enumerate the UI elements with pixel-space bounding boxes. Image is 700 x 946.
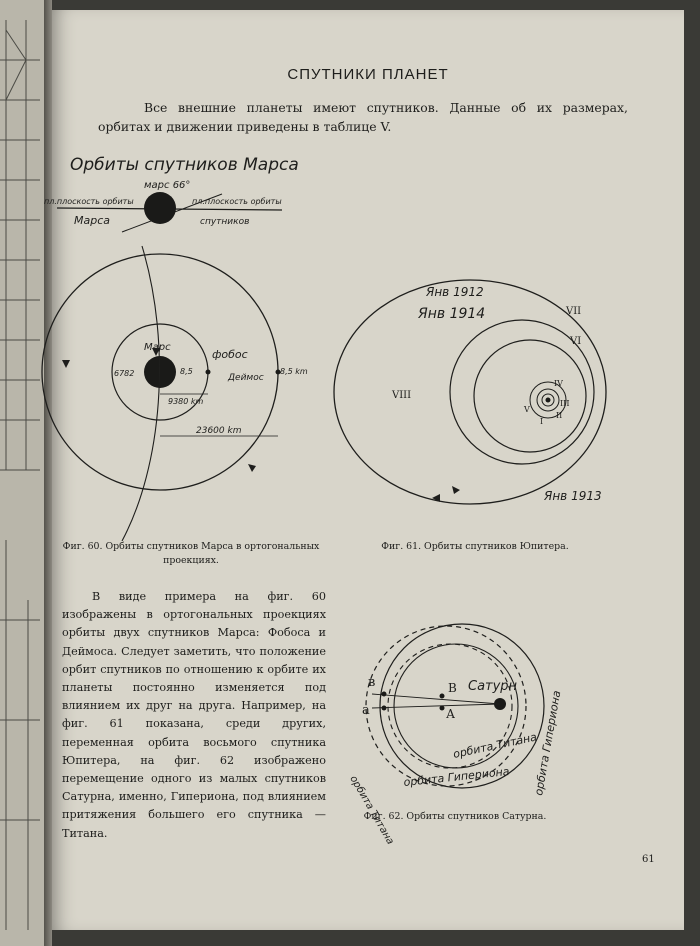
fig61-label-ii: II	[556, 411, 563, 420]
intro-paragraph: Все внешние планеты имеют спутников. Данные об их размерах, орбитах и движении приведены в таблице V.	[98, 100, 628, 134]
fig61-caption: Фиг. 61. Орбиты спутников Юпитера.	[381, 541, 569, 552]
fig62-b-lower: в	[368, 675, 376, 690]
fig60-phobos-distance: 9380 km	[168, 397, 204, 406]
fig60-deimos-distance: 23600 km	[196, 426, 242, 436]
fig61-label-v: V	[524, 405, 530, 414]
fig62-line-upper	[372, 694, 500, 704]
point-b-lower	[382, 692, 387, 697]
fig60-plane-left-1: пл.плоскость орбиты	[44, 197, 134, 206]
fig61-jan-1914: Янв 1914	[418, 306, 486, 322]
fig62-caption: Фиг. 62. Орбиты спутников Сатурна.	[363, 811, 547, 822]
fig61-arrow-2	[452, 486, 460, 494]
body-paragraph: В виде примера на фиг. 60 изображены в ортогональных проекциях орбиты двух спутников Марса: Фобоса и Деймоса. Следует заметить, что положение орбит спутников по отношению к орбите их планеты постоянно изменяется под влиянием их друг на друга. Например, на фиг. 61 показана, среди других, переменная орбита восьмого спутника Юпитера, на фиг. 62 изображено перемещение одного из малых спутников Сатурна, именно, Гипериона, под влиянием притяжения большего его спутника — Титана.	[62, 590, 326, 840]
fig62-line-lower	[372, 704, 500, 708]
page-number: 61	[642, 854, 655, 865]
jupiter-planet	[546, 398, 551, 403]
point-b-upper	[440, 694, 445, 699]
point-a-upper	[440, 706, 445, 711]
fig62-a-lower: а	[362, 703, 370, 718]
fig62-a-upper: А	[446, 707, 456, 721]
fig60-arrow-2	[62, 360, 70, 368]
fig61-diagram	[334, 270, 624, 520]
fig60-phobos-size: 8,5	[180, 367, 193, 376]
fig60-arrow-3	[248, 464, 256, 472]
adjacent-page-grid	[0, 0, 44, 946]
adjacent-page-edge	[0, 0, 44, 946]
fig62-titan-displaced-label: орбита Титана	[347, 774, 396, 847]
phobos-dot	[206, 370, 211, 375]
fig60-phobos-label: фобос	[212, 348, 248, 361]
fig60-mars-size: 6782	[114, 369, 135, 378]
book-gutter	[44, 0, 52, 946]
fig60-deimos-size: 8,5 km	[280, 367, 308, 376]
fig62-b-upper: В	[448, 681, 457, 695]
fig61-label-iv: IV	[554, 379, 563, 388]
fig62-titan-orbit-label: орбита Титана	[451, 730, 539, 761]
hyperion-orbit	[380, 624, 544, 788]
fig62-hyperion-orbit-label: орбита Гипериона	[402, 764, 511, 789]
fig61-label-i: I	[540, 417, 544, 426]
fig61-jan-1913: Янв 1913	[544, 489, 602, 503]
fig60-caption: Фиг. 60. Орбиты спутников Марса в ортогональных проекциях.	[62, 541, 320, 566]
fig61-label-vi: VI	[570, 336, 582, 347]
fig60-angle-label: марс 66°	[144, 180, 191, 191]
fig60-heading: Орбиты спутников Марса	[70, 155, 299, 175]
fig60-plane-right-1: пл.плоскость орбиты	[192, 197, 282, 206]
fig61-jan-1912: Янв 1912	[426, 285, 484, 299]
fig60-plane-right-2: спутников	[200, 217, 250, 227]
book-page	[44, 10, 684, 930]
page-title: СПУТНИКИ ПЛАНЕТ	[287, 66, 449, 83]
point-a-lower	[382, 706, 387, 711]
fig62-saturn-label: Сатурн	[468, 679, 518, 694]
fig60-deimos-label: Деймос	[228, 373, 264, 383]
fig62-hyperion-orbit-label-2: орбита Гипериона	[532, 689, 564, 797]
fig60-mars-label: Марс	[144, 342, 171, 353]
mars-orbit-arc	[122, 246, 159, 541]
fig60-plane-left-2: Марса	[74, 214, 111, 227]
fig61-label-viii: VIII	[392, 390, 412, 401]
fig60-diagram	[44, 146, 352, 546]
mars-side-view	[144, 192, 176, 224]
fig61-label-iii: III	[560, 399, 570, 408]
fig61-label-vii: VII	[566, 306, 582, 317]
